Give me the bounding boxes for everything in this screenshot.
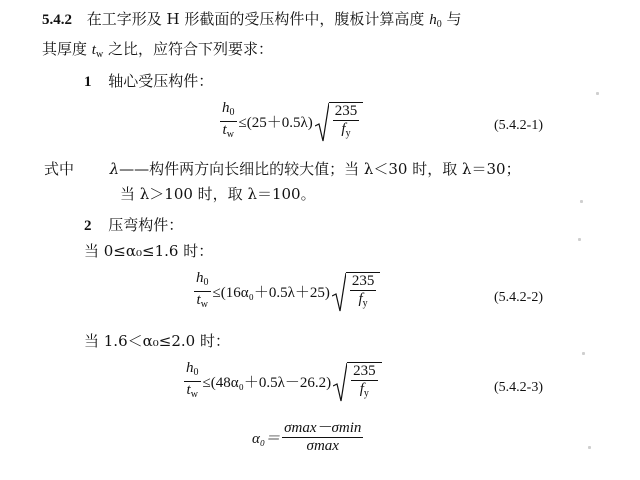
formula-5-4-2-3 xyxy=(182,360,382,403)
clause-line-1 xyxy=(42,8,461,36)
item-1-title: 轴心受压构件： xyxy=(108,72,214,90)
stress-ratio-fraction xyxy=(282,420,363,455)
scan-speck xyxy=(578,238,581,241)
clause-and: 与 xyxy=(446,10,462,28)
sqrt-term: $\frac{235}{f_y}$ xyxy=(333,362,382,402)
lambda-symbol: λ xyxy=(109,160,120,178)
ratio-fraction: $\frac{h_0}{t_w}$ xyxy=(222,100,235,140)
condition-2: 当 1.6＜α₀≤2.0 时： xyxy=(84,332,230,350)
equation-number-2: (5.4.2-2) xyxy=(494,290,543,305)
where-label: 式中 xyxy=(44,160,75,178)
scan-speck xyxy=(596,92,599,95)
equation-number-3: (5.4.2-3) xyxy=(494,380,543,395)
clause-line-2 xyxy=(42,38,273,66)
item-1-heading xyxy=(84,70,213,93)
stress-difference: σmax－σmin xyxy=(284,420,362,436)
sqrt-term: $\frac{235}{f_y}$ xyxy=(332,272,381,312)
where-line-1 xyxy=(44,158,521,180)
scan-speck xyxy=(588,446,591,449)
scan-speck xyxy=(580,200,583,203)
clause-text-2a: 其厚度 xyxy=(42,40,88,58)
where-definition: ——构件两方向长细比的较大值；当 λ＜30 时，取 λ＝30； xyxy=(119,160,521,178)
clause-text-1: 在工字形及 H 形截面的受压构件中，腹板计算高度 xyxy=(86,10,425,28)
item-1-number: 1 xyxy=(84,74,92,90)
alpha0-formula xyxy=(252,420,365,455)
item-2-number: 2 xyxy=(84,218,92,234)
formula-expression: ≤(48α₀＋0.5λ－26.2) xyxy=(202,375,332,391)
clause-number: 5.4.2 xyxy=(42,12,72,28)
formula-5-4-2-2 xyxy=(192,270,380,313)
scan-speck xyxy=(582,352,585,355)
formula-5-4-2-1 xyxy=(218,100,363,143)
item-2-title: 压弯构件： xyxy=(108,216,184,234)
formula-expression: ≤(25＋0.5λ) xyxy=(238,115,313,131)
where-range: 当 λ＞100 时，取 λ＝100。 xyxy=(120,185,316,203)
sqrt-term: $\frac{235}{f_y}$ xyxy=(315,102,364,142)
equation-number-1: (5.4.2-1) xyxy=(494,118,543,133)
max-stress: σmax xyxy=(306,438,339,454)
ratio-fraction: $\frac{h_0}{t_w}$ xyxy=(186,360,199,400)
alpha0-lhs: α₀＝ xyxy=(252,431,281,447)
condition-1: 当 0≤α₀≤1.6 时： xyxy=(84,242,214,260)
clause-text-2b: 之比，应符合下列要求： xyxy=(107,40,273,58)
h0-symbol: $h_0$ xyxy=(429,12,442,30)
ratio-fraction: $\frac{h_0}{t_w}$ xyxy=(196,270,209,310)
item-2-heading xyxy=(84,214,183,237)
where-line-2 xyxy=(120,183,316,205)
formula-expression: ≤(16α₀＋0.5λ＋25) xyxy=(212,285,330,301)
tw-symbol: $t_w$ xyxy=(91,42,104,60)
